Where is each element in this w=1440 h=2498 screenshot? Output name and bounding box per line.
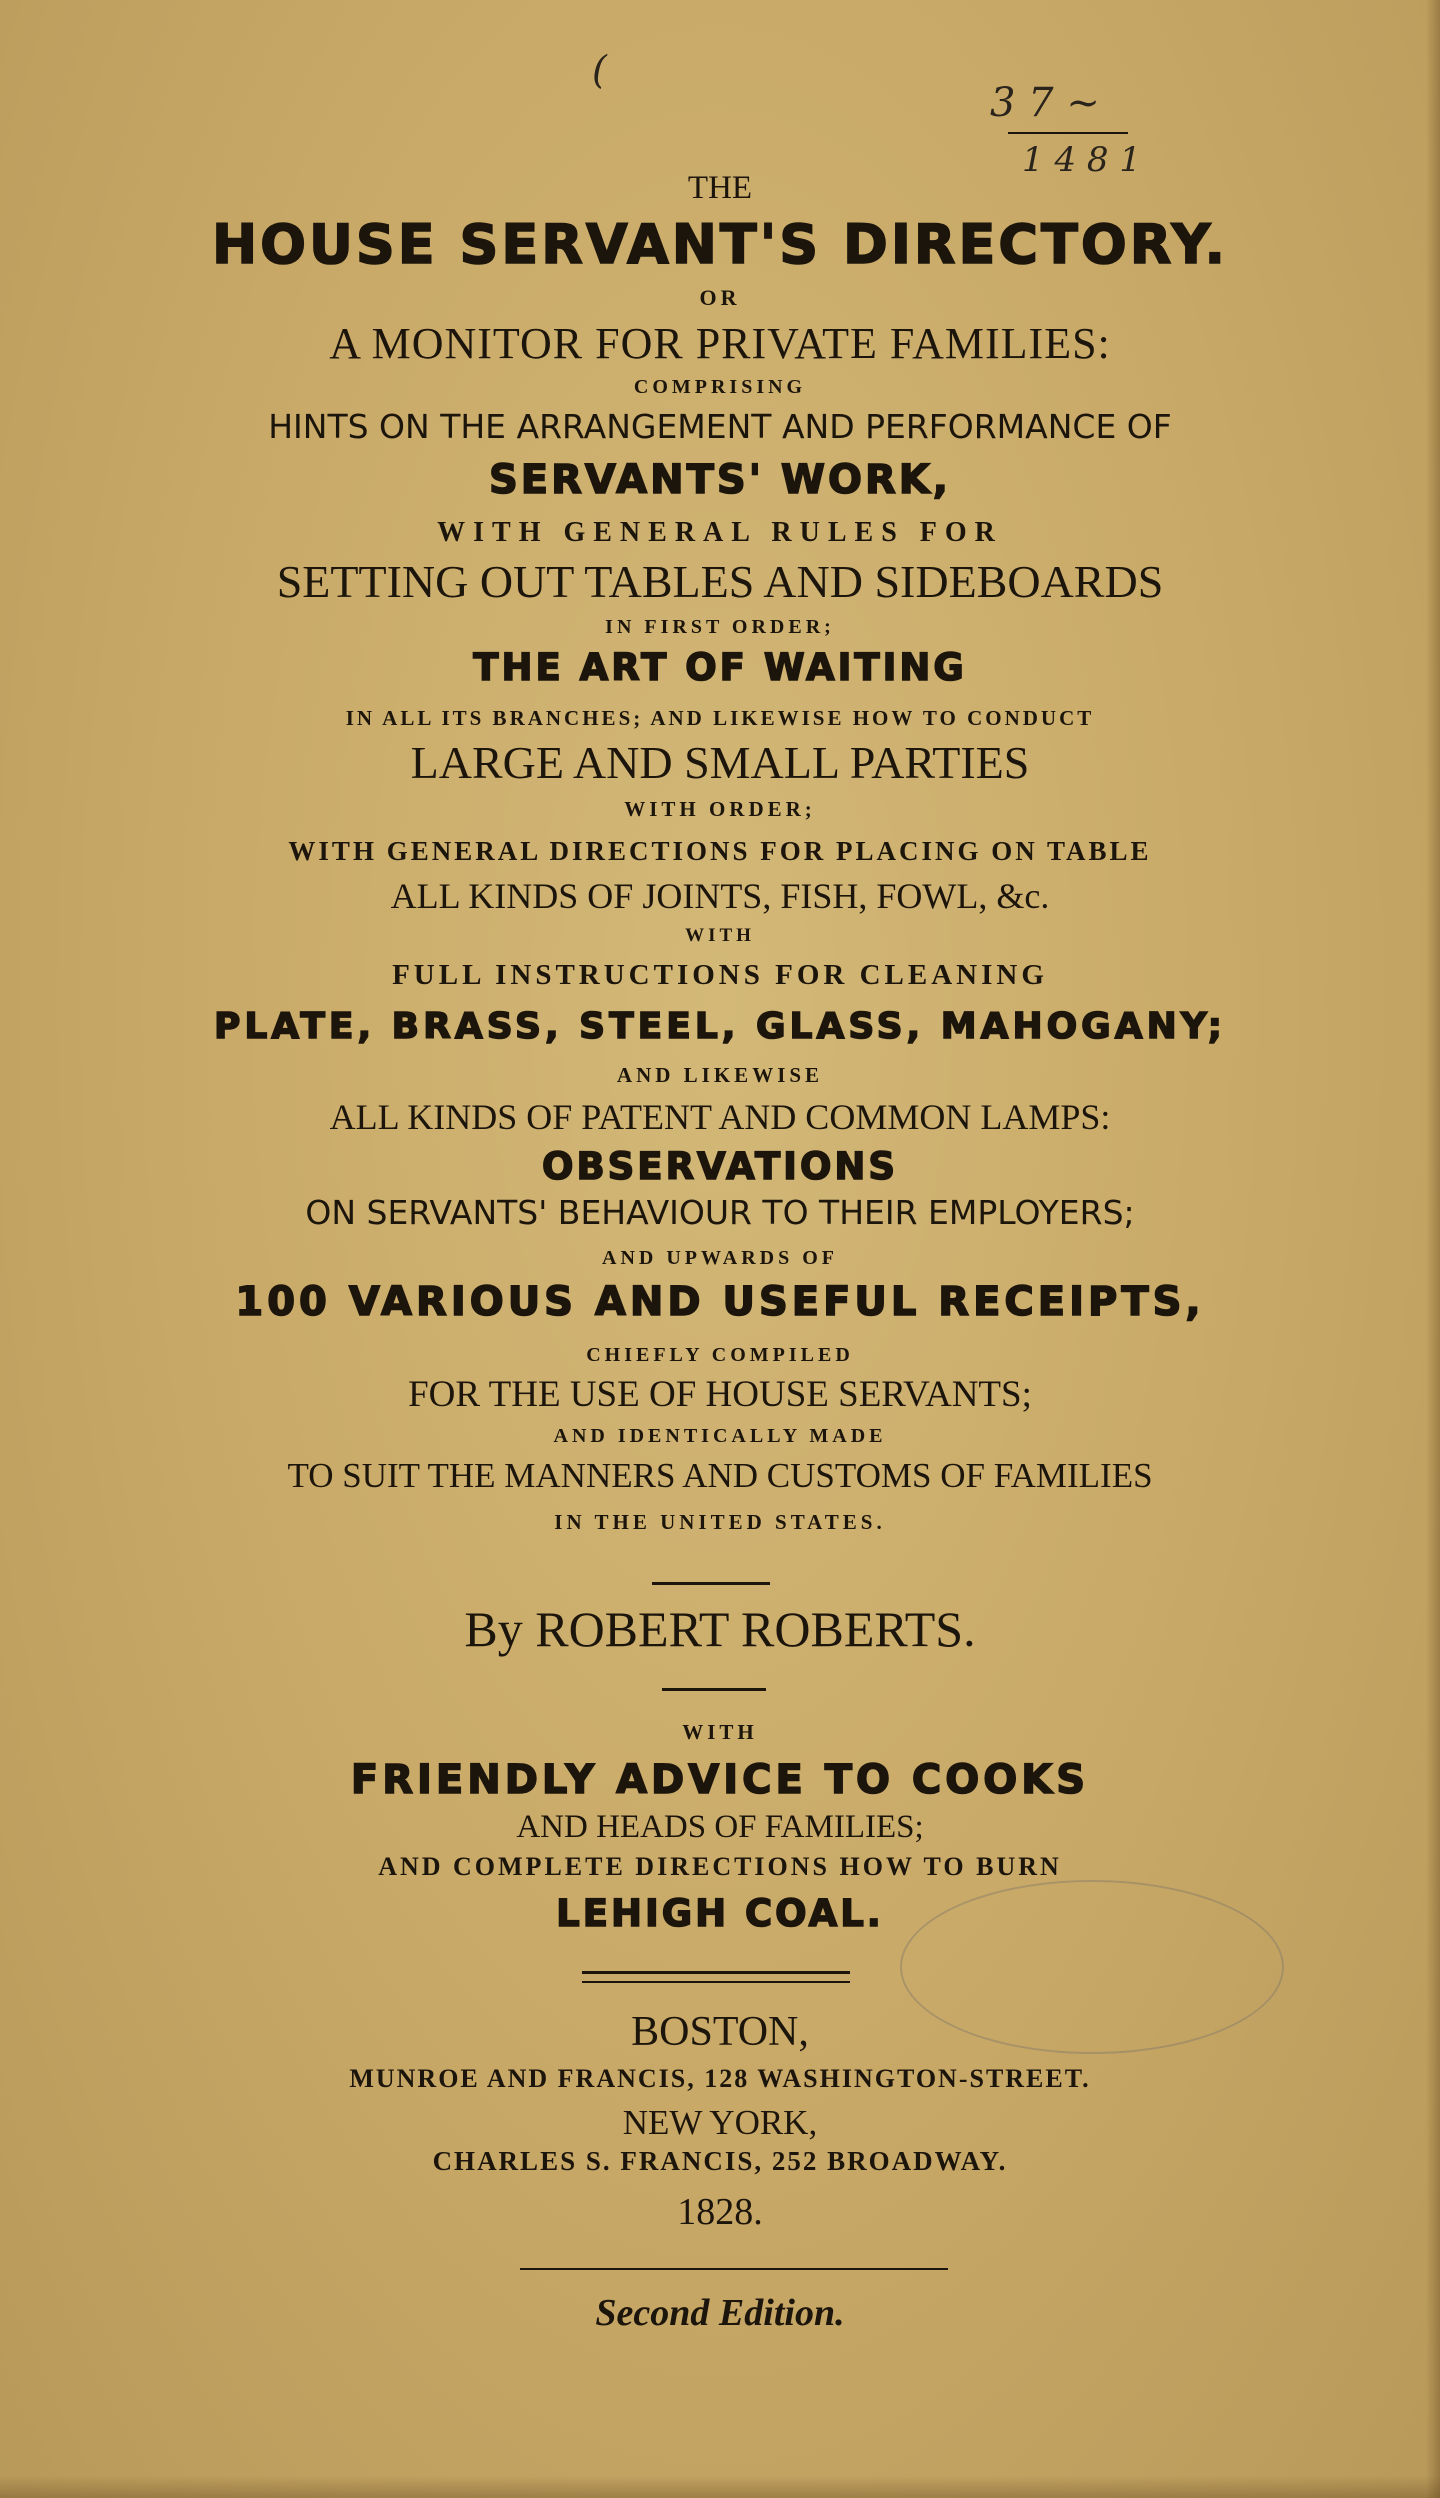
rule-author-bottom: [662, 1688, 766, 1691]
united-states: IN THE UNITED STATES.: [554, 1510, 886, 1534]
title-the: THE: [687, 170, 753, 206]
rule-imprint-top-2: [582, 1981, 850, 1983]
cleaning-line: FULL INSTRUCTIONS FOR CLEANING: [392, 959, 1048, 991]
edition: Second Edition.: [595, 2292, 845, 2334]
first-order: IN FIRST ORDER;: [605, 616, 835, 638]
author-line: By ROBERT ROBERTS.: [464, 1601, 976, 1657]
rule-author-top: [652, 1582, 770, 1585]
general-rules: WITH GENERAL RULES FOR: [437, 517, 1003, 548]
customs-line: TO SUIT THE MANNERS AND CUSTOMS OF FAMILIES: [287, 1456, 1153, 1495]
house-servants-line: FOR THE USE OF HOUSE SERVANTS;: [408, 1374, 1032, 1415]
identically-made: AND IDENTICALLY MADE: [553, 1425, 887, 1447]
shelf-mark: 3 7 ~: [990, 80, 1100, 126]
heads-of-families: AND HEADS OF FAMILIES;: [516, 1809, 924, 1845]
all-branches: IN ALL ITS BRANCHES; AND LIKEWISE HOW TO CONDUCT: [345, 706, 1095, 730]
title-or: OR: [699, 285, 741, 310]
chiefly-compiled: CHIEFLY COMPILED: [586, 1344, 854, 1366]
joints-line: ALL KINDS OF JOINTS, FISH, FOWL, &c.: [390, 876, 1050, 916]
setting-out-line: SETTING OUT TABLES AND SIDEBOARDS: [276, 556, 1164, 607]
general-directions: WITH GENERAL DIRECTIONS FOR PLACING ON TABLE: [288, 836, 1152, 866]
year: 1828.: [677, 2191, 763, 2233]
lamps-line: ALL KINDS OF PATENT AND COMMON LAMPS:: [329, 1097, 1111, 1137]
with-order: WITH ORDER;: [624, 797, 816, 821]
complete-directions: AND COMPLETE DIRECTIONS HOW TO BURN: [378, 1852, 1062, 1881]
with-line-2: WITH: [682, 1720, 758, 1744]
servants-work: SERVANTS' WORK,: [489, 457, 951, 503]
observations: OBSERVATIONS: [541, 1145, 899, 1188]
new-york: NEW YORK,: [622, 2103, 818, 2142]
receipts-line: 100 VARIOUS AND USEFUL RECEIPTS,: [235, 1279, 1205, 1325]
munroe-line: MUNROE AND FRANCIS, 128 WASHINGTON-STREET.: [349, 2064, 1091, 2093]
comprising: COMPRISING: [633, 376, 807, 398]
hints-line: HINTS ON THE ARRANGEMENT AND PERFORMANCE OF: [268, 407, 1172, 446]
upwards-of: AND UPWARDS OF: [602, 1247, 838, 1269]
parties-line: LARGE AND SMALL PARTIES: [410, 737, 1030, 788]
shelf-mark-rule: [1008, 132, 1128, 134]
charles-line: CHARLES S. FRANCIS, 252 BROADWAY.: [432, 2146, 1008, 2176]
rule-edition: [520, 2268, 948, 2270]
behaviour-line: ON SERVANTS' BEHAVIOUR TO THEIR EMPLOYERS;: [305, 1193, 1135, 1232]
main-title: HOUSE SERVANT'S DIRECTORY.: [211, 213, 1229, 276]
pencil-mark: (: [592, 48, 607, 92]
friendly-advice: FRIENDLY ADVICE TO COOKS: [350, 1757, 1090, 1803]
rule-imprint-top: [582, 1971, 850, 1974]
art-of-waiting: THE ART OF WAITING: [473, 646, 967, 689]
shelf-number: 1 4 8 1: [1022, 140, 1141, 180]
lehigh-coal: LEHIGH COAL.: [556, 1892, 884, 1935]
and-likewise: AND LIKEWISE: [616, 1063, 824, 1087]
with-line: WITH: [685, 925, 755, 946]
plate-brass-line: PLATE, BRASS, STEEL, GLASS, MAHOGANY;: [213, 1006, 1227, 1047]
page-edge-bottom: [0, 2476, 1440, 2498]
boston: BOSTON,: [631, 2009, 809, 2055]
subtitle: A MONITOR FOR PRIVATE FAMILIES:: [329, 319, 1111, 368]
